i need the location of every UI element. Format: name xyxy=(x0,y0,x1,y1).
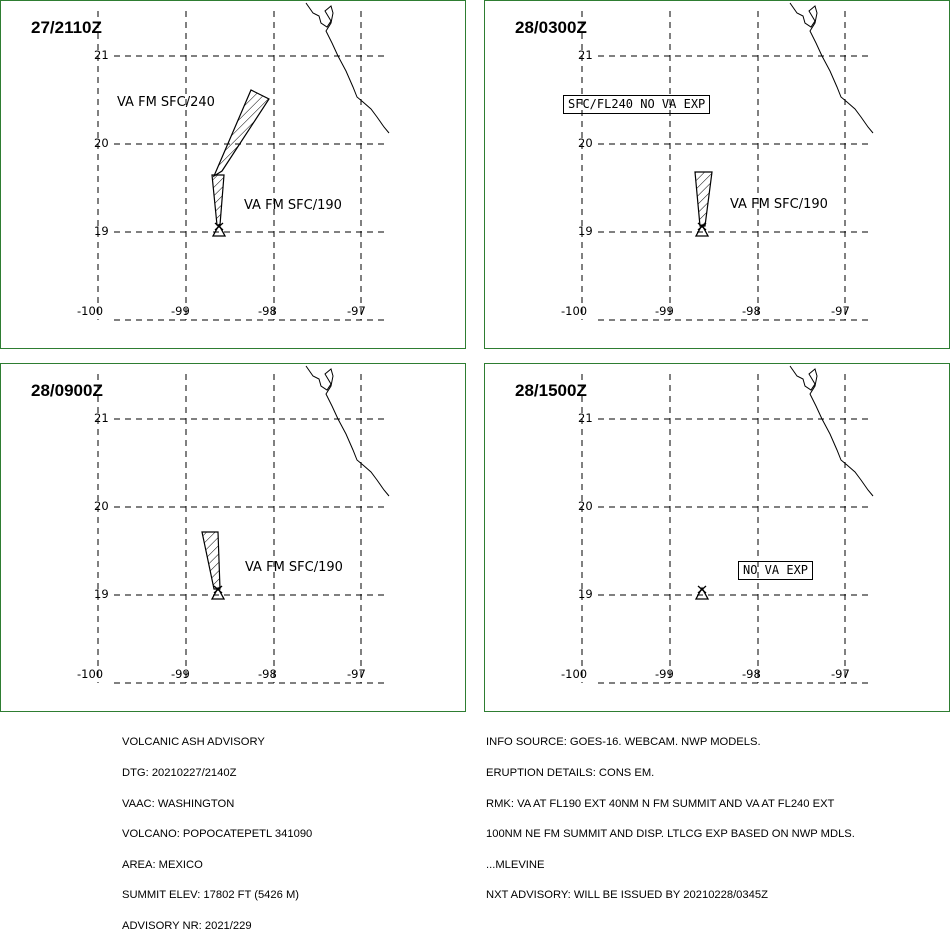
lat-label-21: 21 xyxy=(578,411,593,425)
lat-label-21: 21 xyxy=(94,48,109,62)
lon-label-99: -99 xyxy=(655,667,674,681)
advisory-line: ADVISORY NR: 2021/229 xyxy=(122,919,252,932)
ash-polygons xyxy=(202,532,220,589)
coastline xyxy=(790,3,873,133)
va-label: VA FM SFC/190 xyxy=(245,560,343,575)
lat-label-19: 19 xyxy=(94,224,109,238)
volcano-triangle-icon xyxy=(696,586,708,599)
advisory-line: SUMMIT ELEV: 17802 FT (5426 M) xyxy=(122,889,299,902)
lat-label-20: 20 xyxy=(94,136,109,150)
lon-label-97: -97 xyxy=(347,667,366,681)
va-boxed-label: NO VA EXP xyxy=(738,561,813,580)
map-svg-4 xyxy=(485,364,950,712)
graticule xyxy=(582,11,870,320)
advisory-info-right xyxy=(486,717,855,911)
lon-label-97: -97 xyxy=(831,667,850,681)
advisory-line: VOLCANO: POPOCATEPETL 341090 xyxy=(122,828,313,841)
lon-label-99: -99 xyxy=(655,304,674,318)
advisory-line: VOLCANIC ASH ADVISORY xyxy=(122,736,265,749)
va-label: VA FM SFC/240 xyxy=(117,95,215,110)
lat-label-21: 21 xyxy=(578,48,593,62)
advisory-line: 100NM NE FM SUMMIT AND DISP. LTLCG EXP BASED ON NWP MDLS. xyxy=(486,828,855,841)
lon-label-98: -98 xyxy=(742,304,761,318)
ash-polygons xyxy=(695,172,712,226)
coastline xyxy=(306,3,389,133)
map-svg-3 xyxy=(1,364,466,712)
volcano-triangle-icon xyxy=(696,223,708,236)
va-label: VA FM SFC/190 xyxy=(730,197,828,212)
lat-label-20: 20 xyxy=(578,499,593,513)
graticule xyxy=(98,374,386,683)
lat-label-20: 20 xyxy=(94,499,109,513)
panel-time-1: 27/2110Z xyxy=(31,18,102,37)
advisory-info-left xyxy=(122,717,312,941)
va-boxed-label: SFC/FL240 NO VA EXP xyxy=(563,95,710,114)
forecast-panel-1 xyxy=(0,0,466,349)
lon-label-99: -99 xyxy=(171,304,190,318)
lat-label-20: 20 xyxy=(578,136,593,150)
advisory-line: DTG: 20210227/2140Z xyxy=(122,767,237,779)
lat-label-21: 21 xyxy=(94,411,109,425)
volcano-triangle-icon xyxy=(213,223,225,236)
lon-label-97: -97 xyxy=(831,304,850,318)
forecast-panel-2 xyxy=(484,0,950,349)
lat-label-19: 19 xyxy=(578,224,593,238)
forecast-panel-4 xyxy=(484,363,950,712)
lon-label-100: -100 xyxy=(561,667,588,681)
advisory-line: VAAC: WASHINGTON xyxy=(122,797,235,810)
panel-time-2: 28/0300Z xyxy=(515,18,587,37)
advisory-line: INFO SOURCE: GOES-16. WEBCAM. NWP MODELS. xyxy=(486,736,761,749)
lat-label-19: 19 xyxy=(94,587,109,601)
advisory-line: RMK: VA AT FL190 EXT 40NM N FM SUMMIT AND VA AT FL240 EXT xyxy=(486,797,835,810)
graticule xyxy=(582,374,870,683)
lon-label-100: -100 xyxy=(77,304,104,318)
advisory-line: AREA: MEXICO xyxy=(122,858,203,871)
lon-label-98: -98 xyxy=(258,667,277,681)
lon-label-100: -100 xyxy=(77,667,104,681)
advisory-line: ...MLEVINE xyxy=(486,858,545,871)
lon-label-97: -97 xyxy=(347,304,366,318)
lon-label-98: -98 xyxy=(258,304,277,318)
map-svg-1 xyxy=(1,1,466,349)
lat-label-19: 19 xyxy=(578,587,593,601)
panel-time-4: 28/1500Z xyxy=(515,381,587,400)
lon-label-98: -98 xyxy=(742,667,761,681)
advisory-line: ERUPTION DETAILS: CONS EM. xyxy=(486,767,655,779)
forecast-panel-3 xyxy=(0,363,466,712)
va-label: VA FM SFC/190 xyxy=(244,198,342,213)
advisory-line: NXT ADVISORY: WILL BE ISSUED BY 20210228/0345Z xyxy=(486,889,768,902)
lon-label-99: -99 xyxy=(171,667,190,681)
lon-label-100: -100 xyxy=(561,304,588,318)
coastline xyxy=(306,366,389,496)
coastline xyxy=(790,366,873,496)
map-svg-2 xyxy=(485,1,950,349)
graticule xyxy=(98,11,386,320)
panel-time-3: 28/0900Z xyxy=(31,381,103,400)
